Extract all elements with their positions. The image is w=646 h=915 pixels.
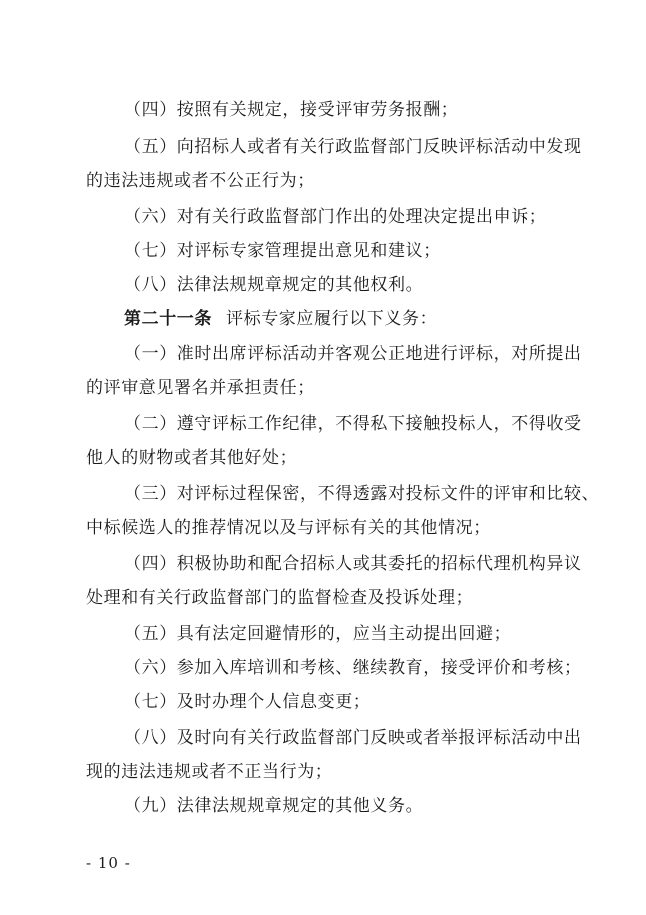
duty-item-5: （五）具有法定回避情形的，应当主动提出回避； — [124, 624, 512, 644]
right-item-7: （七）对评标专家管理提出意见和建议； — [124, 241, 441, 261]
duty-item-7: （七）及时办理个人信息变更； — [124, 692, 371, 712]
duty-item-1-line-1: （一）准时出席评标活动并客观公正地进行评标，对所提出 — [124, 344, 582, 364]
right-item-5-line-2: 的违法违规或者不公正行为； — [86, 171, 315, 191]
page-number: - 10 - — [86, 854, 131, 872]
right-item-4: （四）按照有关规定，接受评审劳务报酬； — [124, 100, 459, 120]
article-heading: 第二十一条 — [124, 309, 212, 329]
duty-item-3-line-2: 中标候选人的推荐情况以及与评标有关的其他情况； — [86, 518, 491, 538]
article-21 — [124, 308, 576, 330]
duty-item-8-line-1: （八）及时向有关行政监督部门反映或者举报评标活动中出 — [124, 728, 582, 748]
duty-item-2-line-2: 他人的财物或者其他好处； — [86, 448, 298, 468]
duty-item-8-line-2: 现的违法违规或者不正当行为； — [86, 762, 333, 782]
duty-item-9: （九）法律法规规章规定的其他义务。 — [124, 796, 424, 816]
duty-item-4-line-1: （四）积极协助和配合招标人或其委托的招标代理机构异议 — [124, 554, 582, 574]
right-item-5-line-1: （五）向招标人或者有关行政监督部门反映评标活动中发现 — [124, 137, 582, 157]
right-item-8: （八）法律法规规章规定的其他权利。 — [124, 275, 424, 295]
duty-item-3-line-1: （三）对评标过程保密，不得透露对投标文件的评审和比较、 — [124, 484, 600, 504]
duty-item-6: （六）参加入库培训和考核、继续教育，接受评价和考核； — [124, 658, 582, 678]
duty-item-2-line-1: （二）遵守评标工作纪律，不得私下接触投标人，不得收受 — [124, 414, 582, 434]
duty-item-4-line-2: 处理和有关行政监督部门的监督检查及投诉处理； — [86, 588, 474, 608]
article-text: 评标专家应履行以下义务： — [226, 309, 438, 329]
right-item-6: （六）对有关行政监督部门作出的处理决定提出申诉； — [124, 207, 547, 227]
duty-item-1-line-2: 的评审意见署名并承担责任； — [86, 378, 315, 398]
